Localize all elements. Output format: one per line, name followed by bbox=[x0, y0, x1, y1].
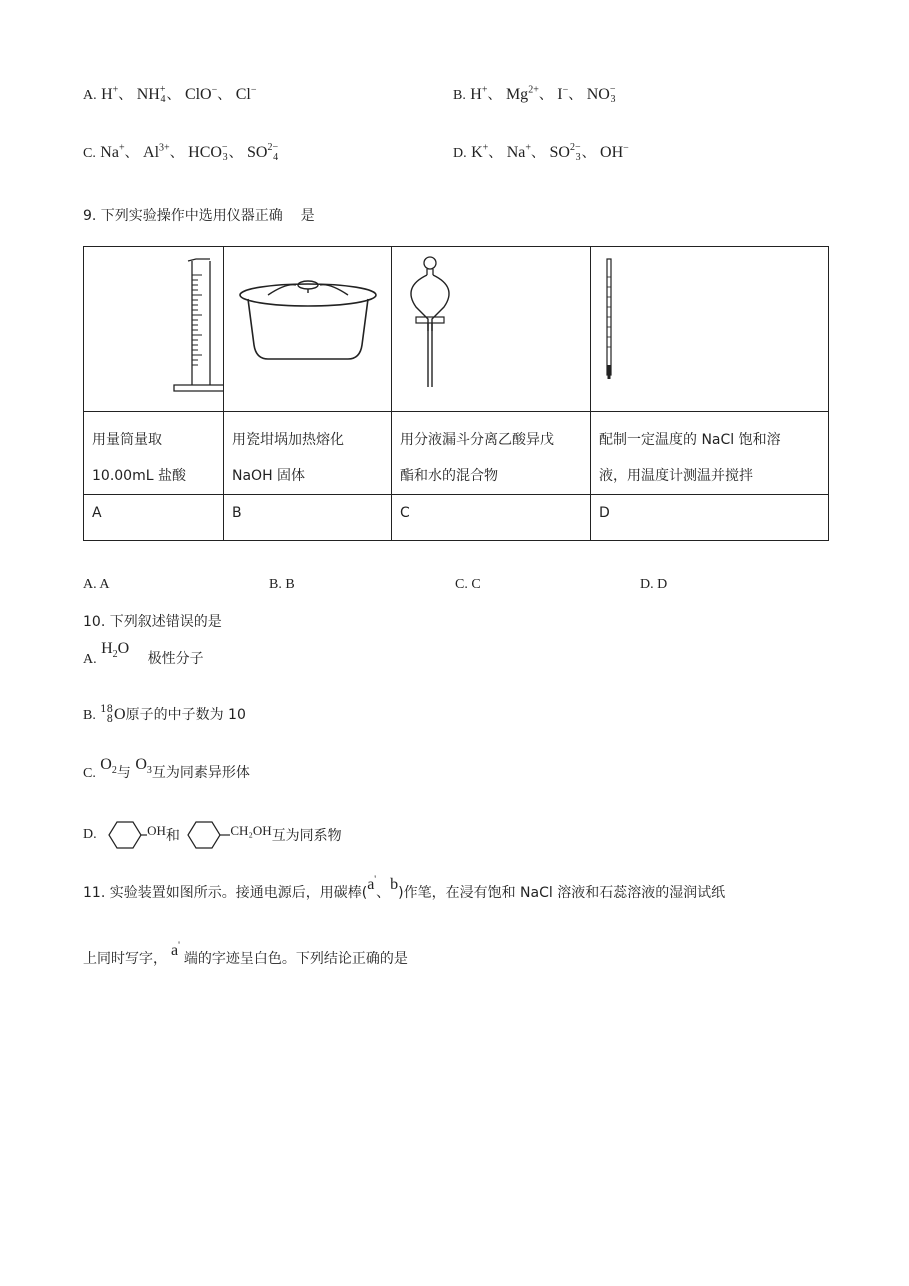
ion-nh4: NH+ 4 bbox=[136, 84, 166, 106]
ion-oh: OH− bbox=[600, 142, 629, 161]
electrode-a: a' bbox=[171, 940, 180, 959]
letter-cell-b: B bbox=[224, 495, 392, 541]
desc-cell-b: 用瓷坩埚加热熔化 NaOH 固体 bbox=[224, 412, 392, 495]
image-cell-b bbox=[224, 247, 392, 412]
formula-o2: $O_2$ bbox=[100, 756, 117, 777]
ion-clo: ClO− bbox=[184, 84, 218, 103]
electrode-a: a' bbox=[367, 874, 377, 893]
ion-i: I− bbox=[557, 84, 569, 103]
q9-answer-a: A. A bbox=[83, 577, 110, 592]
ion-k: K+ bbox=[471, 142, 489, 161]
benzyl-ring-icon bbox=[184, 818, 230, 852]
q11-line2: 上同时写字， a'端的字迹呈白色。下列结论正确的是 bbox=[83, 940, 408, 967]
ion-no3: NO− 3 bbox=[586, 84, 616, 106]
q8-option-c: C. Na+、 $Al^{3+}$、 HCO− 3、 SO2− 4 bbox=[83, 142, 279, 164]
nuclide-o18: 18 8 bbox=[100, 704, 114, 725]
desc-cell-c: 用分液漏斗分离乙酸异戊 酯和水的混合物 bbox=[392, 412, 591, 495]
ion-h: H+ bbox=[470, 84, 488, 103]
letter-cell-c: C bbox=[392, 495, 591, 541]
letter-cell-d: D bbox=[591, 495, 829, 541]
q8-option-d: D. K+、 Na+、 SO2− 3、 OH− bbox=[453, 142, 629, 164]
desc-cell-a: 用量筒量取 10.00mL 盐酸 bbox=[84, 412, 224, 495]
image-cell-d bbox=[591, 247, 829, 412]
q9-answer-d: D. D bbox=[640, 577, 668, 592]
ion-na: Na+ bbox=[100, 142, 125, 161]
q9-answer-c: C. C bbox=[455, 577, 481, 592]
electrode-b: b bbox=[390, 876, 399, 893]
ion-na: Na+ bbox=[506, 142, 532, 161]
q10-stem: 10. 下列叙述错误的是 bbox=[83, 614, 222, 630]
ch2oh-group: CH₂OH bbox=[230, 823, 272, 838]
q10-option-d: D. OH和 CH₂OH互为同系物 bbox=[83, 818, 342, 852]
ion-so4: SO2− 4 bbox=[247, 142, 279, 164]
thermometer-icon bbox=[591, 247, 829, 412]
q10-option-b: B. 18 8O原子的中子数为 10 bbox=[83, 704, 246, 725]
phenol-ring-icon bbox=[101, 818, 147, 852]
q9-answer-b: B. B bbox=[269, 577, 295, 592]
image-cell-a bbox=[84, 247, 224, 412]
ion-hco3: HCO− 3 bbox=[188, 142, 228, 164]
ion-h: H+ bbox=[101, 84, 119, 103]
oh-group: OH bbox=[147, 823, 166, 838]
q9-table bbox=[83, 246, 829, 541]
image-cell-c bbox=[392, 247, 591, 412]
letter-cell-a: A bbox=[84, 495, 224, 541]
q8-option-a: A. H+、 NH+ 4、 ClO−、 Cl− bbox=[83, 84, 257, 106]
ion-so3: SO2− 3 bbox=[549, 142, 581, 164]
ion-al: $Al^{3+}$ bbox=[143, 142, 170, 161]
q9-stem: 9. 下列实验操作中选用仪器正确 是 bbox=[83, 208, 315, 224]
separatory-funnel-icon bbox=[392, 247, 591, 412]
q10-option-a: A. $H_2O$ 极性分子 bbox=[83, 640, 204, 667]
q11-line1: 11. 实验装置如图所示。接通电源后，用碳棒(a'、b)作笔，在浸有饱和 NaCl 溶液和石蕊溶液的湿润试纸 bbox=[83, 874, 726, 901]
ion-mg: $Mg^{2+}$ bbox=[505, 84, 539, 103]
graduated-cylinder-icon bbox=[84, 247, 224, 412]
ion-cl: Cl− bbox=[235, 84, 257, 103]
crucible-icon bbox=[224, 247, 392, 412]
formula-o3: $O_3$ bbox=[135, 756, 152, 777]
q8-option-b: B. H+、 $Mg^{2+}$、 I−、 NO− 3 bbox=[453, 84, 616, 106]
formula-h2o: $H_2O$ bbox=[101, 640, 130, 661]
desc-cell-d: 配制一定温度的 NaCl 饱和溶 液，用温度计测温并搅拌 bbox=[591, 412, 829, 495]
q10-option-c: C. $O_2$与 $O_3$互为同素异形体 bbox=[83, 756, 250, 781]
